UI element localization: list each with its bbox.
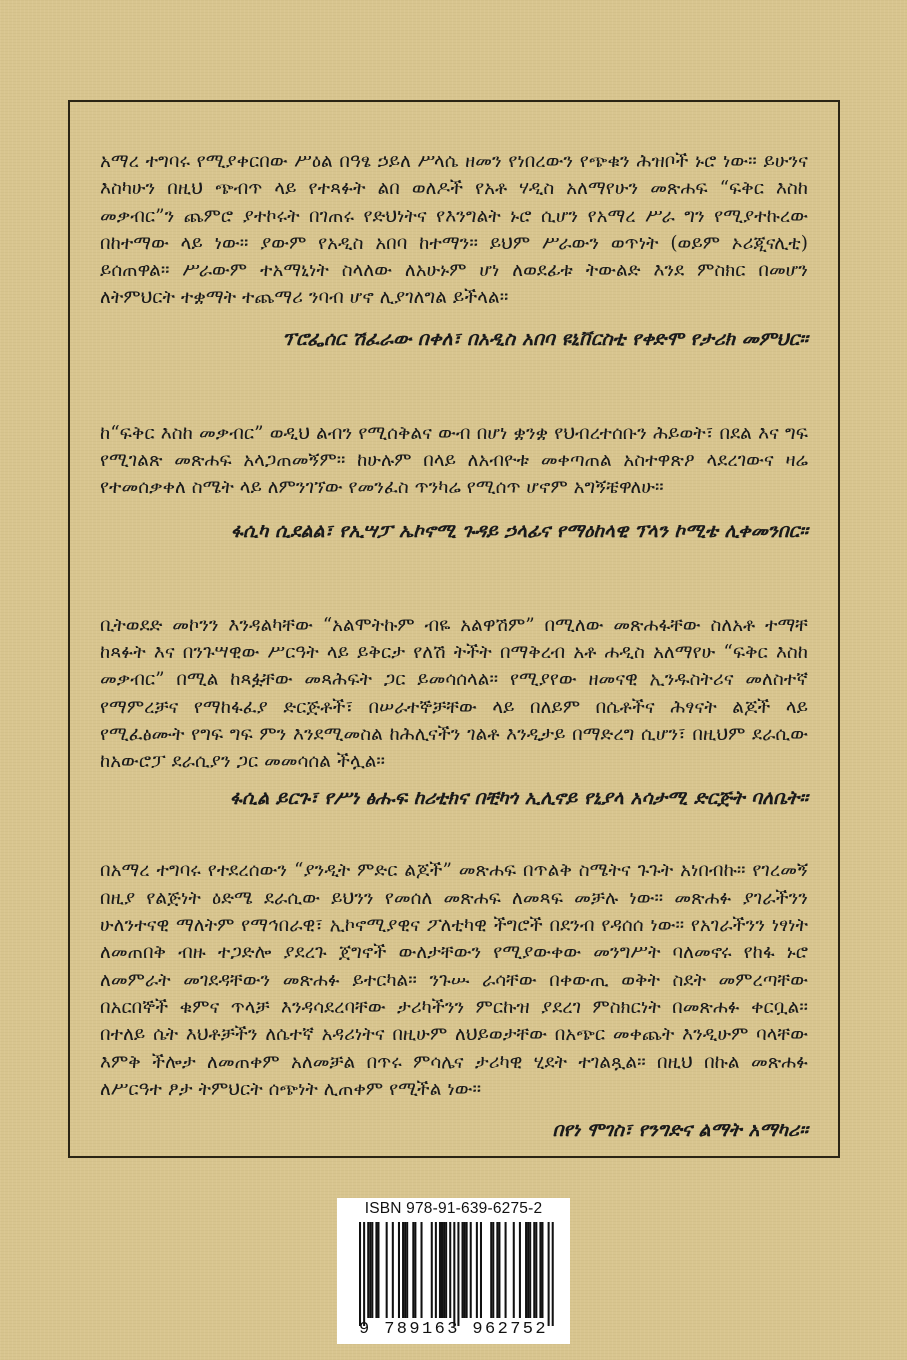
barcode-bar [449, 1222, 451, 1318]
barcode-bar [462, 1222, 464, 1318]
back-cover-text [100, 148, 808, 1143]
barcode-bar [392, 1222, 394, 1318]
isbn-label: ISBN 978-91-639-6275-2 [364, 1200, 543, 1217]
review-paragraph-4: በአማረ ተግባሩ የተደረሰውን “ያንዲት ምድር ልጆች” መጽሐፍ በጥልቅ ስሜትና ጉጉት አነበብኩ። የገረመኝ በዚያ የልጅነት ዕድሜ ደራሲው ይህንን የመሰለ መጽሐፍ ለመጻፍ መቻሉ ነው። መጽሐፉ ያገራችንን ሁለንተናዊ ማለትም የማኅበራዊ፣ ኢኮኖሚያዊና ፖለቲካዊ ችግሮች በደንብ የዳሰሰ ነው። የአገራችንን ነፃነት ለመጠበቅ ብዙ ተጋድሎ ያደረጉ ጀግኖች ውለታቸውን የሚያውቀው መንግሥት ባለመኖሩ የከፋ ኑሮ ለመምራት መገደዳቸውን መጽሐፉ ይተርካል። ንጉሡ ራሳቸው በቀውጢ ወቅት ስደት መምረጣቸው በአርበኞች ቁምና ጥላቻ እንዳሳደረባቸው ታሪካችንን ምርኩዝ ያደረገ ምስክርነት በመጽሐፉ ቀርቧል። በተለይ ሴት እህቶቻችን ለሴተኛ አዳሪነትና በዚሁም ለህይወታቸው በአጭር መቀጨት እንዲሁም ባላቸው እምቅ ችሎታ ለመጠቀም አለመቻል በጥሩ ምሳሌና ታሪካዊ ሂደት ተገልጿል። በዚህ በኩል መጽሐፉ ለሥርዓተ ፆታ ትምህርት ሰጭነት ሊጠቀም የሚችል ነው። [100, 860, 808, 1100]
barcode-bar [375, 1222, 377, 1318]
barcode-bar [533, 1222, 535, 1318]
barcode-bar [441, 1222, 443, 1318]
barcode-bar [513, 1222, 515, 1318]
barcode-bar [480, 1222, 482, 1318]
barcode-bar [496, 1222, 498, 1318]
barcode-bar [492, 1222, 494, 1318]
review-attribution-2: ፋሲካ ሲደልል፣ የኢሣፓ ኤኮኖሚ ጉዳይ ኃላፊና የማዕከላዊ ፕላን ኮሚቴ ሊቀመንበር። [230, 519, 808, 542]
barcode-bar [525, 1222, 527, 1318]
barcode-bar [464, 1222, 466, 1318]
barcode-bar [412, 1222, 414, 1318]
review-paragraph-1: አማረ ተግባሩ የሚያቀርበው ሥዕል በዓፄ ኃይለ ሥላሴ ዘመን የነበረውን የጭቁን ሕዝቦች ኑሮ ነው። ይሁንና እስካሁን በዚህ ጭብጥ ላይ የተጻፉት ልበ ወለዶች የአቶ ሃዲስ አለማየሁን መጽሐፍ “ፍቅር እስከ መቃብር”ን ጨምሮ ያተኮሩት በገጠሩ የድህነትና የእንግልት ኑሮ ሲሆን የአማረ ሥራ ግን የሚያተኩረው በከተማው ላይ ነው። ያውም የአዲስ አበባ ከተማን። ይህም ሥራውን ወጥነት (ወይም ኦሪጂናሊቲ) ይሰጠዋል። ሥራውም ተአማኒነት ስላለው ለአሁኑም ሆነ ለወደፊቱ ትውልድ እንደ ምስክር በመሆን ለትምህርት ተቋማት ተጨማሪ ንባብ ሆኖ ሊያገለግል ይችላል። [100, 151, 808, 309]
barcode-bar [402, 1222, 404, 1318]
review-attribution-3: ፋሲል ይርጉ፣ የሥነ ፅሑፍ ከሪቲክና በቺካጎ ኢሊኖይ የኒያላ አሳታሚ ድርጅት ባለቤት። [229, 787, 808, 810]
barcode-bar [377, 1222, 379, 1318]
barcode-bar [476, 1222, 478, 1318]
barcode-bar [466, 1222, 468, 1318]
barcode-bar [490, 1222, 492, 1318]
barcode-bar [367, 1222, 369, 1318]
barcode-bar [541, 1222, 543, 1318]
barcode-bar [414, 1222, 416, 1318]
barcode-bar [505, 1222, 507, 1318]
barcode-bar [539, 1222, 541, 1318]
barcode-digits: 9 789163 962752 [358, 1320, 549, 1339]
barcode-bar [535, 1222, 537, 1318]
barcode-bar [445, 1222, 447, 1318]
barcode-bar [431, 1222, 433, 1318]
barcode-bar [529, 1222, 531, 1318]
review-attribution-1: ፕሮፌሰር ሽፈራው በቀለ፣ በአዲስ አበባ ዩኒቨርስቲ የቀድሞ የታሪክ መምህር። [282, 327, 808, 350]
barcode-bar [498, 1222, 500, 1318]
barcode-bar [359, 1222, 361, 1326]
barcode-bar [519, 1222, 521, 1318]
barcode-bar [548, 1222, 550, 1326]
barcode-bar [552, 1222, 554, 1326]
barcode-bar [371, 1222, 373, 1318]
barcode-bar [527, 1222, 529, 1318]
barcode-bar [443, 1222, 445, 1318]
barcode-bar [435, 1222, 437, 1318]
barcode-bar [406, 1222, 408, 1318]
barcode-bar [470, 1222, 472, 1318]
barcode-bar [386, 1222, 388, 1318]
review-paragraph-3: ቢትወደድ መኮንን እንዳልካቸው “አልሞትኩም ብዬ አልዋሽም” በሚለው መጽሐፋቸው ስለአቶ ተማቸ ከጻፉት እና በንጉሣዊው ሥርዓት ላይ ይቅርታ የለሽ ትችት በማቅረብ አቶ ሐዲስ አለማየሁ “ፍቅር እስከ መቃብር” በሚል ከጻፏቸው መጻሕፍት ጋር ይመሳሰላል። የሚያየው ዘመናዊ ኢንዱስትሪና መለስተኛ የማምረቻና የማከፋፈያ ድርጅቶች፣ በሠራተኞቻቸው ላይ በለይም በሴቶችና ሕፃናት ልጆች ላይ የሚፈፅሙት የግፍ ግፍ ምን እንደሚመስል ከሕሊናችን ገልቶ እንዲታይ በማድረግ ሲሆን፣ በዚህም ደራሲው ከአውሮፓ ደራሲያን ጋር መመሳሰል ችሏል። [100, 614, 808, 773]
barcode-bar [457, 1222, 459, 1326]
isbn-barcode [337, 1198, 570, 1344]
barcode-bar [421, 1222, 423, 1318]
barcode-bar [404, 1222, 406, 1318]
review-paragraph-2: ከ“ፍቅር እስከ መቃብር” ወዲህ ልብን የሚሰቅልና ውብ በሆነ ቋንቋ የህብረተሰቡን ሕይወት፣ በደል እና ግፍ የሚገልጽ መጽሐፍ አላጋጠመኝም። ከሁሉም በላይ ለአብዮቱ መቀጣጠል አስተዋጽዖ ላደረገውና ዛሬ የተመሰቃቀለ ስሜት ላይ ለምንገኘው የመንፈስ ጥንካሬ የሚሰጥ ሆኖም አግኝቼዋለሁ። [100, 422, 808, 499]
barcode-bar [363, 1222, 365, 1326]
barcode-bar [453, 1222, 455, 1326]
barcode-bar [439, 1222, 441, 1318]
review-attribution-4: በየነ ሞገስ፣ የንግድና ልማት አማካሪ። [552, 1119, 808, 1142]
barcode-bar [398, 1222, 400, 1318]
barcode-bar [369, 1222, 371, 1318]
